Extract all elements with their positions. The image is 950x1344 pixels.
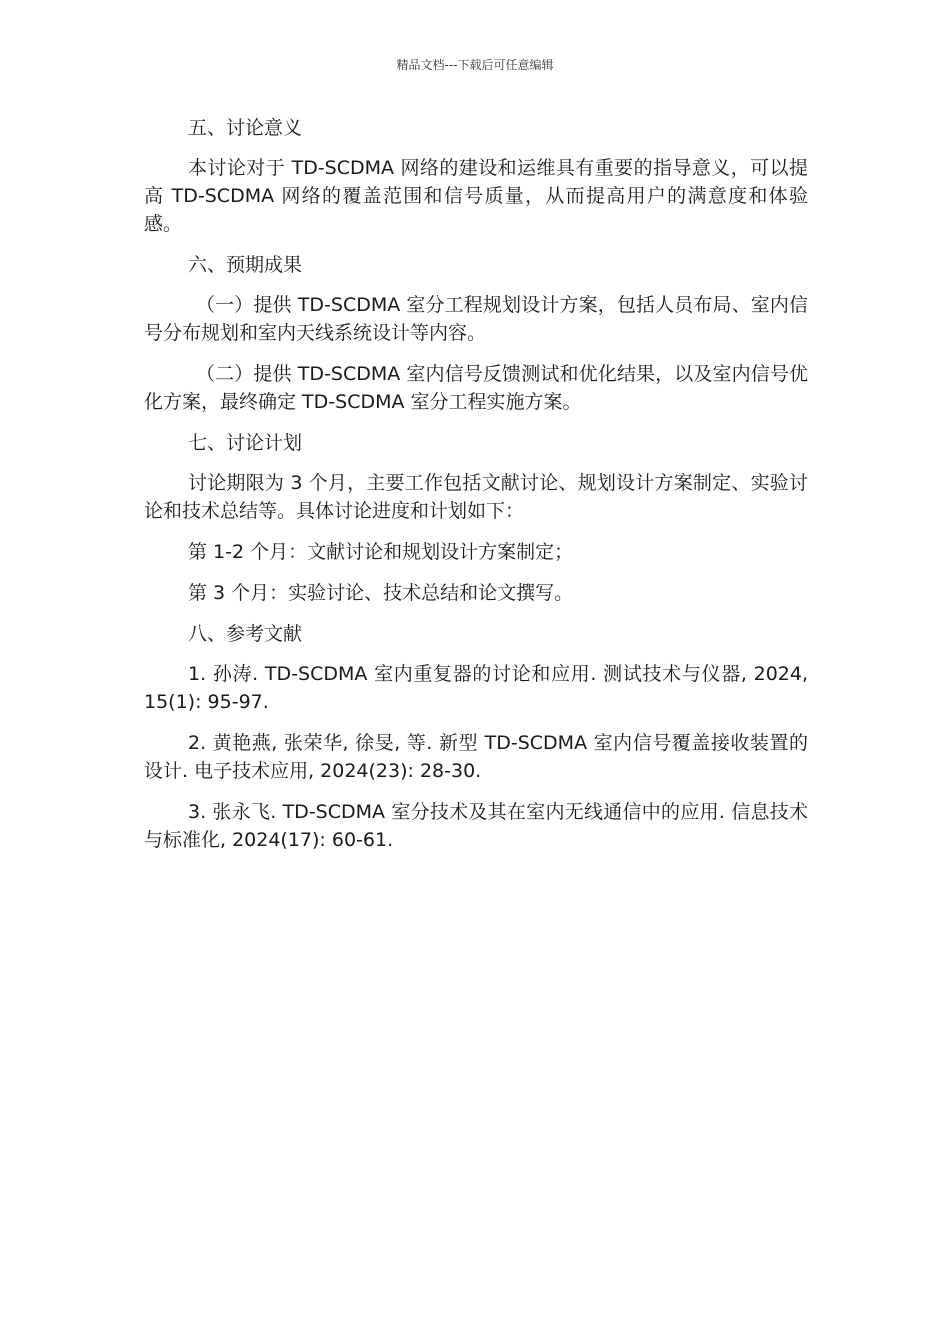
body-paragraph: 讨论期限为 3 个月，主要工作包括文献讨论、规划设计方案制定、实验讨论和技术总结等。具体讨论进度和计划如下：	[144, 472, 808, 522]
result-item: （一）提供 TD-SCDMA 室分工程规划设计方案，包括人员布局、室内信号分布规划和室内天线系统设计等内容。	[144, 294, 808, 344]
result-item: （二）提供 TD-SCDMA 室内信号反馈测试和优化结果，以及室内信号优化方案，最终确定 TD-SCDMA 室分工程实施方案。	[144, 363, 808, 413]
section-heading-references: 八、参考文献	[188, 623, 303, 645]
plan-item: 第 1-2 个月：文献讨论和规划设计方案制定；	[188, 541, 574, 563]
body-paragraph: 本讨论对于 TD-SCDMA 网络的建设和运维具有重要的指导意义，可以提高 TD-SCDMA 网络的覆盖范围和信号质量，从而提高用户的满意度和体验感。	[144, 157, 808, 235]
reference-item: 2. 黄艳燕, 张荣华, 徐旻, 等. 新型 TD-SCDMA 室内信号覆盖接收装置的设计. 电子技术应用, 2024(23): 28-30.	[144, 732, 808, 782]
reference-item: 3. 张永飞. TD-SCDMA 室分技术及其在室内无线通信中的应用. 信息技术与标准化, 2024(17): 60-61.	[144, 801, 808, 851]
section-heading-plan: 七、讨论计划	[188, 432, 303, 454]
reference-item: 1. 孙涛. TD-SCDMA 室内重复器的讨论和应用. 测试技术与仪器, 2024, 15(1): 95-97.	[144, 663, 808, 713]
section-heading-significance: 五、讨论意义	[188, 117, 303, 139]
document-body	[144, 114, 808, 867]
plan-item: 第 3 个月：实验讨论、技术总结和论文撰写。	[188, 582, 574, 604]
page-header: 精品文档---下载后可任意编辑	[396, 58, 554, 72]
section-heading-expected-results: 六、预期成果	[188, 254, 303, 276]
